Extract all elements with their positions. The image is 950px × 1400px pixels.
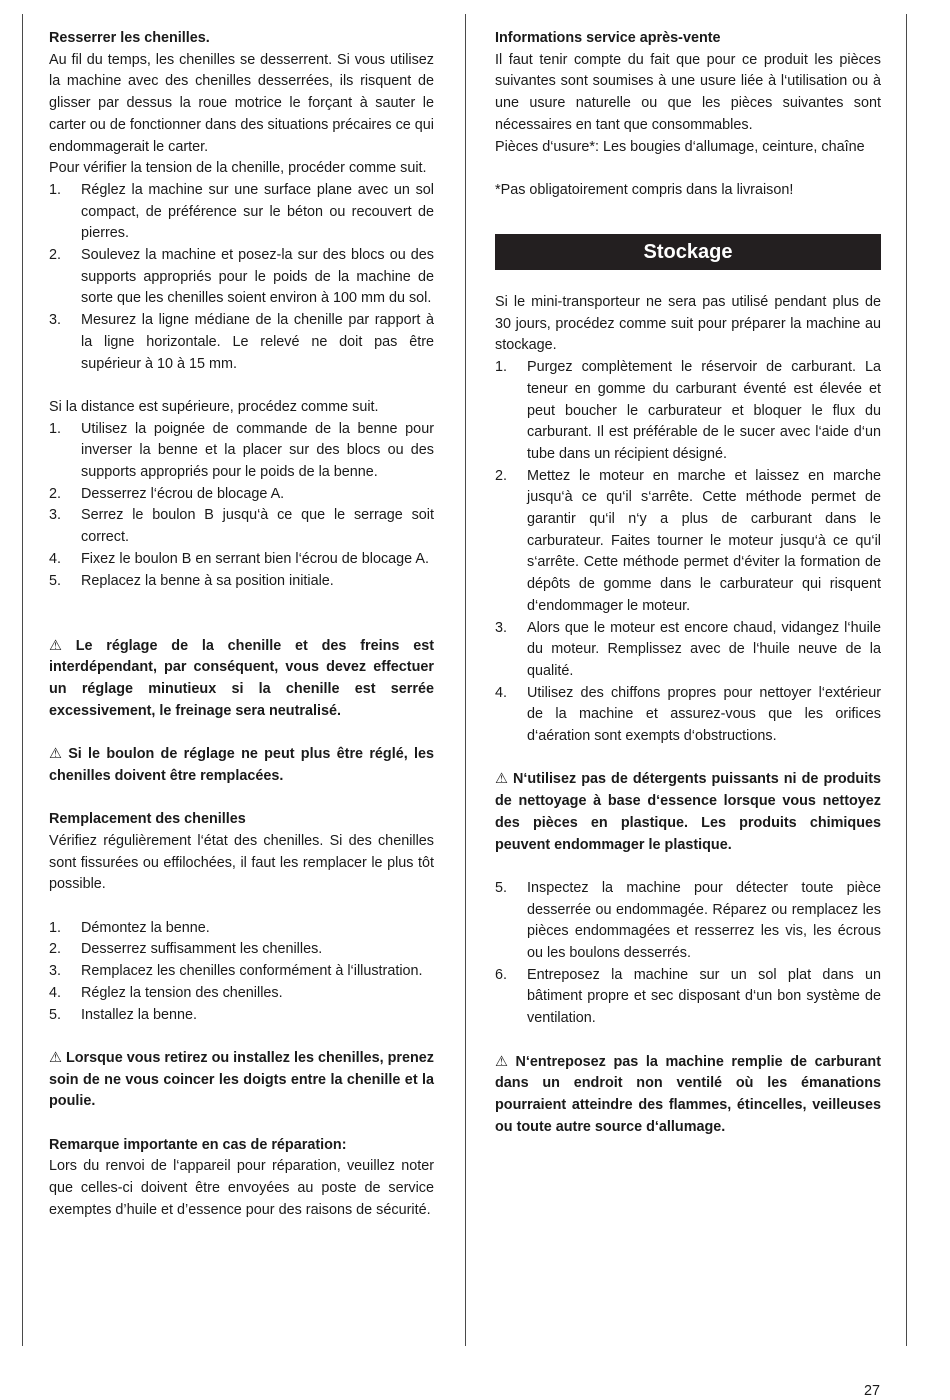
paragraph: Pièces d‘usure*: Les bougies d‘allumage, ceinture, chaîne [495, 138, 865, 155]
paragraph: Vérifiez régulièrement l‘état des chenilles. Si des chenilles sont fissurées ou effilochées, il faut les remplacer le plus tôt possible. [49, 832, 434, 893]
list-item: 4. Réglez la tension des chenilles. [49, 984, 283, 1001]
page-number: 27 [864, 1383, 881, 1399]
paragraph: Au fil du temps, les chenilles se desserrent. Si vous utilisez la machine avec des chenilles desserrées, ils risquent de glisser par dessus la roue motrice le forçant à sauter le carter ou de fonctionner dans des situations précaires ce qui endommagerait le carter. [49, 51, 434, 155]
footnote: *Pas obligatoirement compris dans la livraison! [495, 181, 794, 198]
list-item: 4. Fixez le boulon B en serrant bien l‘écrou de blocage A. [49, 550, 429, 567]
list-item: 2. Desserrez l‘écrou de blocage A. [49, 485, 285, 502]
section-heading-repair-note: Remarque importante en cas de réparation: [49, 1136, 347, 1153]
numbered-list [49, 918, 434, 1027]
warning-paragraph: ⚠ N‘utilisez pas de détergents puissants ni de produits de nettoyage à base d‘essence lorsque vous nettoyez des pièces en plastique. Les produits chimiques peuvent endommager le plastique. [495, 771, 881, 853]
right-column [495, 28, 881, 1138]
list-item: 6. Entreposez la machine sur un sol plat dans un bâtiment propre et sec disposant d‘un bon système de ventilation. [495, 966, 881, 1027]
list-item: 5. Inspectez la machine pour détecter toute pièce desserrée ou endommagée. Réparez ou remplacez les pièces endommagées et resserrez les vis, les écrous ou les boulons desserrés. [495, 879, 881, 962]
section-heading-track-tightening: Resserrer les chenilles. [49, 30, 210, 46]
section-heading-track-replacement: Remplacement des chenilles [49, 811, 246, 828]
list-item: 3. Remplacez les chenilles conformément à l‘illustration. [49, 963, 423, 980]
list-item: 5. Installez la benne. [49, 1006, 198, 1023]
list-item: 2. Desserrez suffisamment les chenilles. [49, 941, 323, 958]
warning-paragraph: ⚠ Lorsque vous retirez ou installez les chenilles, prenez soin de ne vous coincer les doigts entre la chenille et la poulie. [49, 1049, 435, 1110]
list-item: 5. Replacez la benne à sa position initiale. [49, 572, 334, 589]
list-item: 1. Utilisez la poignée de commande de la benne pour inverser la benne et la placer sur des blocs ou des supports appropriés pour le poids de la benne. [49, 420, 434, 481]
section-banner-storage: Stockage [495, 234, 881, 270]
warning-triangle-icon: ⚠ [495, 1053, 512, 1070]
list-item: 3. Alors que le moteur est encore chaud, vidangez l‘huile du moteur. Remplissez avec de l‘huile neuve de la qualité. [495, 619, 881, 679]
numbered-list [495, 357, 881, 748]
list-item: 4. Utilisez des chiffons propres pour nettoyer l‘extérieur de la machine et assurez-vous que les orifices d‘aération sont exempts d‘obstructions. [495, 684, 881, 745]
warning-paragraph: ⚠ Le réglage de la chenille et des freins est interdépendant, par conséquent, vous devez effectuer un réglage minutieux si la chenille est serrée excessivement, le freinage sera neutralisé. [49, 637, 434, 719]
left-border-rule [22, 14, 23, 1346]
warning-paragraph: ⚠ Si le boulon de réglage ne peut plus être réglé, les chenilles doivent être remplacées. [49, 746, 434, 784]
warning-triangle-icon: ⚠ [495, 771, 509, 788]
right-border-rule [906, 14, 907, 1346]
list-item: 2. Mettez le moteur en marche et laissez en marche jusqu‘à ce qu‘il s‘arrête. Cette méthode permet de garantir qu‘il n‘y a plus de carburant dans le carburateur. Faites tourner le moteur jusqu‘à ce qu‘il s‘arrête. Cette méthode permet d‘éviter la formation de dépôts de gomme dans le carburateur qui risquent d‘endommager le moteur. [495, 467, 881, 614]
numbered-list [49, 180, 434, 375]
paragraph: Lors du renvoi de l‘appareil pour réparation, veuillez noter que celles-ci doivent être envoyées au poste de service exemptes d’huile et d’essence pour des raisons de sécurité. [49, 1158, 434, 1218]
numbered-list [495, 878, 881, 1030]
warning-triangle-icon: ⚠ [49, 746, 65, 763]
paragraph: Si la distance est supérieure, procédez comme suit. [49, 398, 379, 415]
numbered-list [49, 419, 434, 593]
list-item: 1. Purgez complètement le réservoir de carburant. La teneur en gomme du carburant éventé est élevée et peut boucher le carburateur et bloquer le flux du carburant. Il est préférable de le sucer avec l‘aide d‘un tube dans un récipient désigné. [495, 359, 881, 462]
list-item: 3. Serrez le boulon B jusqu‘à ce que le serrage soit correct. [49, 507, 434, 546]
list-item: 3. Mesurez la ligne médiane de la chenille par rapport à la ligne horizontale. Le relevé ne doit pas être supérieur à 10 à 15 mm. [49, 312, 434, 372]
paragraph: Pour vérifier la tension de la chenille, procéder comme suit. [49, 160, 427, 177]
column-divider [465, 14, 466, 1346]
warning-paragraph: ⚠ N‘entreposez pas la machine remplie de carburant dans un endroit non ventilé où les émanations pourraient atteindre des flammes, étincelles, veilleuses ou toute autre source d‘allumage. [495, 1053, 881, 1135]
paragraph: Si le mini-transporteur ne sera pas utilisé pendant plus de 30 jours, procédez comme suit pour préparer la machine au stockage. [495, 293, 881, 354]
list-item: 1. Réglez la machine sur une surface plane avec un sol compact, de préférence sur le béton ou recouvert de pierres. [49, 181, 434, 242]
paragraph: Il faut tenir compte du fait que pour ce produit les pièces suivantes sont soumises à une usure liée à l‘utilisation ou à une usure naturelle ou que les pièces suivantes sont nécessaires en tant que consommables. [495, 51, 881, 133]
list-item: 1. Démontez la benne. [49, 919, 210, 936]
warning-triangle-icon: ⚠ [49, 637, 72, 654]
left-column [49, 28, 434, 1222]
list-item: 2. Soulevez la machine et posez-la sur des blocs ou des supports appropriés pour le poids de la machine de sorte que les chenilles soient environ à 100 mm du sol. [49, 247, 434, 307]
warning-triangle-icon: ⚠ [49, 1049, 62, 1066]
section-heading-after-sales: Informations service après-vente [495, 30, 721, 46]
